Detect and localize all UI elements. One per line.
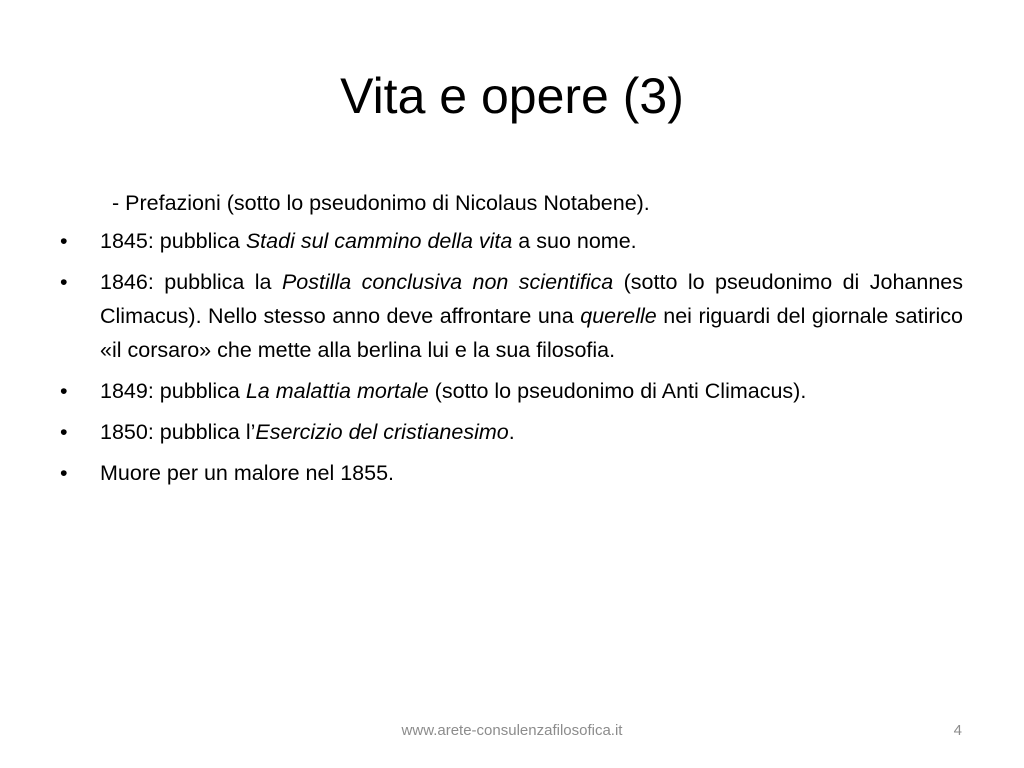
footer-url: www.arete-consulenzafilosofica.it [401,722,623,739]
bullet-item-1850 [60,415,963,449]
slide-body [60,186,963,497]
bullet-icon: • [60,461,68,485]
work-title: Postilla conclusiva non scientifica [281,270,614,294]
bullet-item-1846 [60,265,963,367]
italic-term: querelle [580,304,657,328]
bullet-icon: • [60,420,68,444]
item-text: . [508,420,515,444]
slide-title: Vita e opere (3) [340,68,684,124]
work-title: La malattia mortale [245,379,429,403]
item-text: 1845: pubblica [100,229,246,253]
work-title: Esercizio del cristianesimo [255,420,509,444]
item-text: a suo nome. [512,229,637,253]
item-text: Muore per un malore nel 1855. [100,461,395,485]
bullet-icon: • [60,270,68,294]
item-text: 1849: pubblica [100,379,246,403]
prelude-text: - Prefazioni (sotto lo pseudonimo di Nicolaus Notabene). [112,191,650,215]
bullet-list [60,224,963,490]
item-text: (sotto lo pseudonimo di Anti Climacus). [428,379,807,403]
bullet-item-1849 [60,374,963,408]
bullet-item-1855 [60,456,963,490]
page-number: 4 [953,722,962,739]
item-text: 1850: pubblica l’ [100,420,256,444]
bullet-item-1845 [60,224,963,258]
bullet-icon: • [60,229,68,253]
work-title: Stadi sul cammino della vita [245,229,513,253]
item-text: (sotto lo pseudonimo di Johannes Climacus). Nello stesso anno deve affrontare una [100,270,963,328]
item-text: nei riguardi del giornale satirico «il corsaro» che mette alla berlina lui e la sua filosofia. [100,304,963,362]
item-text: 1846: pubblica la [100,270,282,294]
bullet-icon: • [60,379,68,403]
